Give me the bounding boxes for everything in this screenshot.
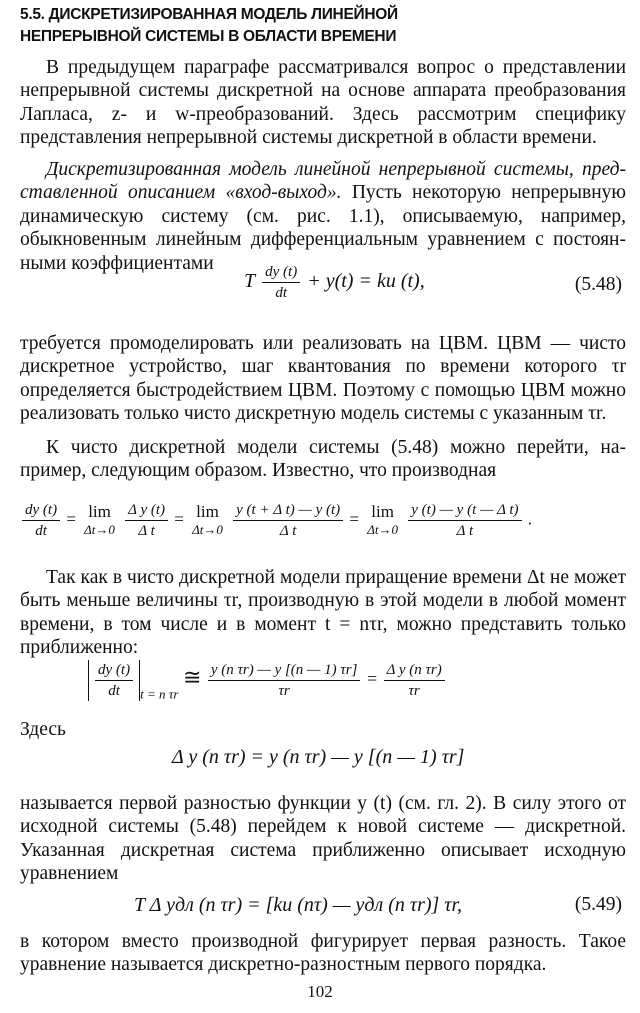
paragraph-4: К чисто дискретной модели системы (5.48) можно перейти, например, следующим образом. Известно, что производная xyxy=(20,437,626,482)
deriv-lim-3-word: lim xyxy=(371,501,394,521)
approx-lhs-fraction xyxy=(95,660,133,701)
deriv-f2-num: y (t + Δ t) — y (t) xyxy=(233,500,343,521)
deriv-lim-1 xyxy=(84,503,115,539)
approx-sign: ≅ xyxy=(182,664,202,690)
equation-number-5-48: (5.48) xyxy=(574,274,622,295)
deriv-lim-3 xyxy=(367,503,398,539)
first-difference-text: Δ y (n τr) = y (n τr) — y [(n — 1) τr] xyxy=(172,746,465,768)
paragraph-3: требуется промоделировать или реализовать на ЦВМ. ЦВМ — чисто дискретное устройство, шаг квантования по времени которого τr определяется быстродействием ЦВМ. Поэтому с помощью ЦВМ можно реализовать только чисто дискретную модель системы с указанным τr. xyxy=(20,333,626,425)
paragraph-2-text: Пусть некоторую непрерывную динамическую систему (см. рис. 1.1), описываемую, например, обыкновенным линейным дифференциальным уравнением с постоянными коэффициентами xyxy=(20,182,626,274)
approx-f1-den: τr xyxy=(278,683,290,699)
deriv-f1-num: Δ y (t) xyxy=(125,500,168,521)
approx-f2-num: Δ y (n τr) xyxy=(384,660,445,681)
deriv-lim-3-sub: Δt→0 xyxy=(367,521,399,537)
deriv-lim-2-sub: Δt→0 xyxy=(192,521,223,537)
approx-lhs-den: dt xyxy=(108,683,120,699)
deriv-lhs-num: dy (t) xyxy=(22,500,60,521)
deriv-lim-2-word: lim xyxy=(196,501,219,521)
paragraph-2 xyxy=(20,158,626,275)
page: 5.5. ДИСКРЕТИЗИРОВАННАЯ МОДЕЛЬ ЛИНЕЙНОЙ НЕПРЕРЫВНОЙ СИСТЕМЫ В ОБЛАСТИ ВРЕМЕНИ В предыдущем параграфе рассматривался вопрос о представлении непрерывной системы дискретной на основе аппарата преобразования Лапласа, z- и w-преобразований. Здесь рассмотрим специфику представления непрерывной системы дискретной в области времени. Дискретизированная модель линейной непрерывной системы, представленной описанием «вход-выход». Пусть некоторую непрерывную динамическую систему (см. рис. 1.1), описываемую, например, обыкновенным линейным дифференциальным уравнением с постоянными коэффициентами T $\frac{dy (t)}{dt}$ + y(t) = ku (t), (5.48) требуется промоделировать или реализовать на ЦВМ. ЦВМ — чисто дискретное устройство, шаг квантования по времени которого τr определяется быстродействием ЦВМ. Поэтому с помощью ЦВМ можно реализовать только чисто дискретную модель системы с указанным τr. К чисто дискретной модели системы (5.48) можно перейти, например, следующим образом. Известно, что производная $\frac{dy (t)}{dt}$ = lim Δt→0 $\frac{\text{Δ y (t)}}{\text{Δ t}}$ = lim Δt→0 $\frac{\text{y (t + Δ t) — y (t)}}{\text{Δ t}}$ = lim Δt→0 $\frac{\text{y (t) — y (t — Δ t)}}{\text{Δ t}}$ . Так как в чисто дискретной модели приращение времени Δt не может быть меньше величины τr, производную в этой модели в любой момент времени, в том числе и в момент t = nτr, можно представить только приближенно: $\frac{dy (t)}{dt}$ $_{t = n \tau r}$ ≅ $\frac{\text{y (n τr) — y [(n — 1) τr]}}{\tau r}$ = $\frac{\text{Δ y (n τr)}}{\tau r}$ Здесь Δ y (n τr) = y (n τr) — y [(n — 1) τr] называется первой разностью функции y (t) (см. гл. 2). В силу этого от исходной системы (5.48) перейдем к новой системе — дискретной. Указанная дискретная система приближенно описывает исходную уравнением T Δ yдл (n τr) = [ku (nτ) — yдл (n τr)] τr, (5.49) в котором вместо производной фигурирует первая разность. Такое уравнение называется дискретно-разностным первого порядка. 102 xyxy=(0,0,640,1013)
eq548-num: dy (t) xyxy=(262,262,300,283)
eq548-T: T xyxy=(244,270,256,293)
approx-lhs-num: dy (t) xyxy=(95,660,133,681)
section-title-line-2: НЕПРЕРЫВНОЙ СИСТЕМЫ В ОБЛАСТИ ВРЕМЕНИ xyxy=(20,28,397,45)
deriv-f3-den: Δ t xyxy=(456,523,474,539)
paragraph-8: в котором вместо производной фигурирует первая разность. Такое уравнение называется дискретно-разностным первого порядка. xyxy=(20,931,626,976)
paragraph-2-italic: Дискретизированная модель линейной непрерывной системы, представленной описанием «вход-выход». xyxy=(20,159,626,204)
eq548-den: dt xyxy=(275,285,287,301)
deriv-lim-2 xyxy=(192,503,223,539)
paragraph-5: Так как в чисто дискретной модели приращение времени Δt не может быть меньше величины τr, производную в этой модели в любой момент времени, в том числе и в момент t = nτr, можно представить только приближенно: xyxy=(20,567,626,659)
approx-lhs-bracket xyxy=(88,660,140,701)
page-number: 102 xyxy=(307,982,333,1001)
paragraph-1: В предыдущем параграфе рассматривался вопрос о представлении непрерывной системы дискретной на основе аппарата преобразования Лапласа, z- и w-преобразований. Здесь рассмотрим специфику представления непрерывной системы дискретной в области времени. xyxy=(20,57,626,149)
eq549-text: T Δ yдл (n τr) = [ku (nτ) — yдл (n τr)] τr, xyxy=(134,894,463,916)
paragraph-7: называется первой разностью функции y (t) (см. гл. 2). В силу этого от исходной системы (5.48) перейдем к новой системе — дискретной. Указанная дискретная система приближенно описывает исходную уравнением xyxy=(20,793,626,885)
eq548-rest: + y(t) = ku (t), xyxy=(307,270,425,293)
approx-f1-num: y (n τr) — y [(n — 1) τr] xyxy=(208,660,361,681)
paragraph-6: Здесь xyxy=(20,719,66,740)
section-title-line-1: 5.5. ДИСКРЕТИЗИРОВАННАЯ МОДЕЛЬ ЛИНЕЙНОЙ xyxy=(20,6,398,23)
deriv-f1-den: Δ t xyxy=(138,523,155,539)
deriv-f2-den: Δ t xyxy=(279,523,297,539)
deriv-lim-1-sub: Δt→0 xyxy=(84,521,115,537)
deriv-fraction-2 xyxy=(233,500,343,541)
deriv-fraction-3 xyxy=(408,500,521,541)
deriv-fraction-1 xyxy=(125,500,168,541)
approx-lhs-sub: t = n τr xyxy=(140,686,179,702)
approx-f2-den: τr xyxy=(408,683,420,699)
approx-fraction-2 xyxy=(384,660,445,701)
equation-number-5-49: (5.49) xyxy=(574,894,622,915)
deriv-lhs-fraction xyxy=(22,500,60,541)
approx-fraction-1 xyxy=(208,660,361,701)
eq548-fraction xyxy=(262,262,300,303)
deriv-lim-1-word: lim xyxy=(88,501,111,521)
deriv-lhs-den: dt xyxy=(35,523,47,539)
deriv-f3-num: y (t) — y (t — Δ t) xyxy=(408,500,521,521)
section-heading xyxy=(20,4,620,48)
